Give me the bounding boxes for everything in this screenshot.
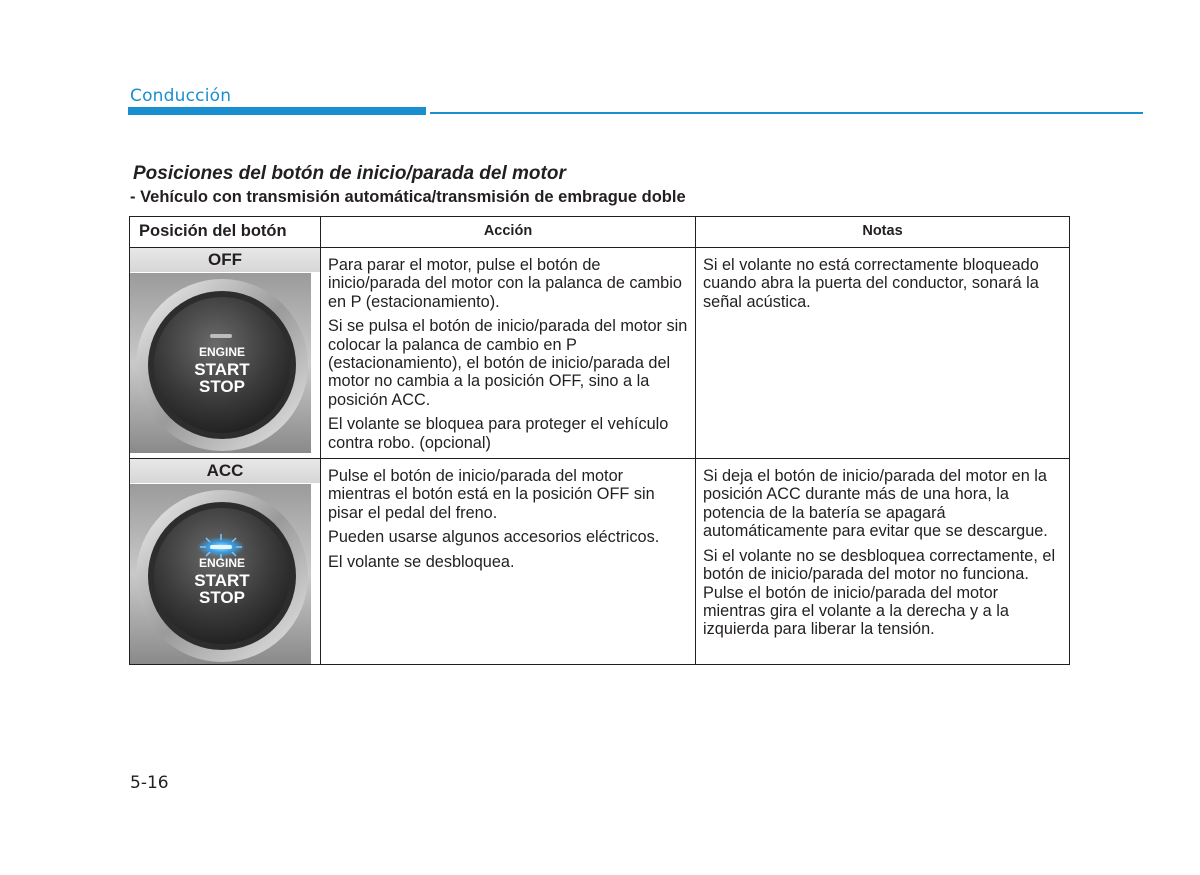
action-acc-paragraph: Pueden usarse algunos accesorios eléctricos. [328,528,660,547]
engine-start-stop-button-acc-icon [130,484,311,664]
table-header-row [130,217,1070,248]
position-label-off: OFF [130,248,320,273]
page-number: 5-16 [130,773,169,793]
button-text-engine: ENGINE [198,556,246,571]
notes-acc-paragraph: Si el volante no se desbloquea correctamente, el botón de inicio/parada del motor no funciona. Pulse el botón de inicio/parada del motor mientras gira el volante a la derecha y a la izquierda para liberar la tensión. [703,546,1056,639]
table-row-off [130,248,1070,459]
button-text-stop: STOP [199,588,245,608]
button-text-engine: ENGINE [198,345,246,359]
action-off-paragraph: El volante se bloquea para proteger el vehículo contra robo. (opcional) [328,415,669,452]
button-text-start: START [194,571,250,591]
header-position: Posición del botón [130,217,321,248]
section-subtitle: - Vehículo con transmisión automática/transmisión de embrague doble [130,188,686,206]
header-section-title: Conducción [130,86,232,106]
header-bar-thin [430,112,1143,114]
action-cell-off [321,248,696,459]
action-acc-paragraph: Pulse el botón de inicio/parada del motor mientras el botón está en la posición OFF sin pisar el pedal del freno. [328,467,655,522]
button-positions-table [129,216,1070,665]
position-cell-off [130,248,321,459]
header-action: Acción [321,217,696,248]
button-text-stop: STOP [199,377,245,396]
notes-acc-paragraph: Si deja el botón de inicio/parada del motor en la posición ACC durante más de una hora, la potencia de la batería se apagará automáticamente para evitar que se descargue. [703,467,1048,541]
notes-cell-off [696,248,1070,459]
notes-off-paragraph: Si el volante no está correctamente bloqueado cuando abra la puerta del conductor, sonará la señal acústica. [703,256,1039,311]
header-bar-thick [128,107,426,115]
table-row-acc [130,459,1070,665]
action-cell-acc [321,459,696,665]
engine-start-stop-button-off-icon [130,273,311,453]
button-text-start: START [194,360,250,379]
action-off-paragraph: Para parar el motor, pulse el botón de inicio/parada del motor con la palanca de cambio en P (estacionamiento). [328,256,682,311]
position-label-acc: ACC [130,459,320,484]
section-title: Posiciones del botón de inicio/parada del motor [133,163,566,184]
position-cell-acc [130,459,321,665]
header-notes: Notas [696,217,1070,248]
notes-cell-acc [696,459,1070,665]
action-acc-paragraph: El volante se desbloquea. [328,552,515,571]
action-off-paragraph: Si se pulsa el botón de inicio/parada del motor sin colocar la palanca de cambio en P (estacionamiento), el botón de inicio/parada del motor no cambia a la posición OFF, sino a la posición ACC. [328,317,688,409]
